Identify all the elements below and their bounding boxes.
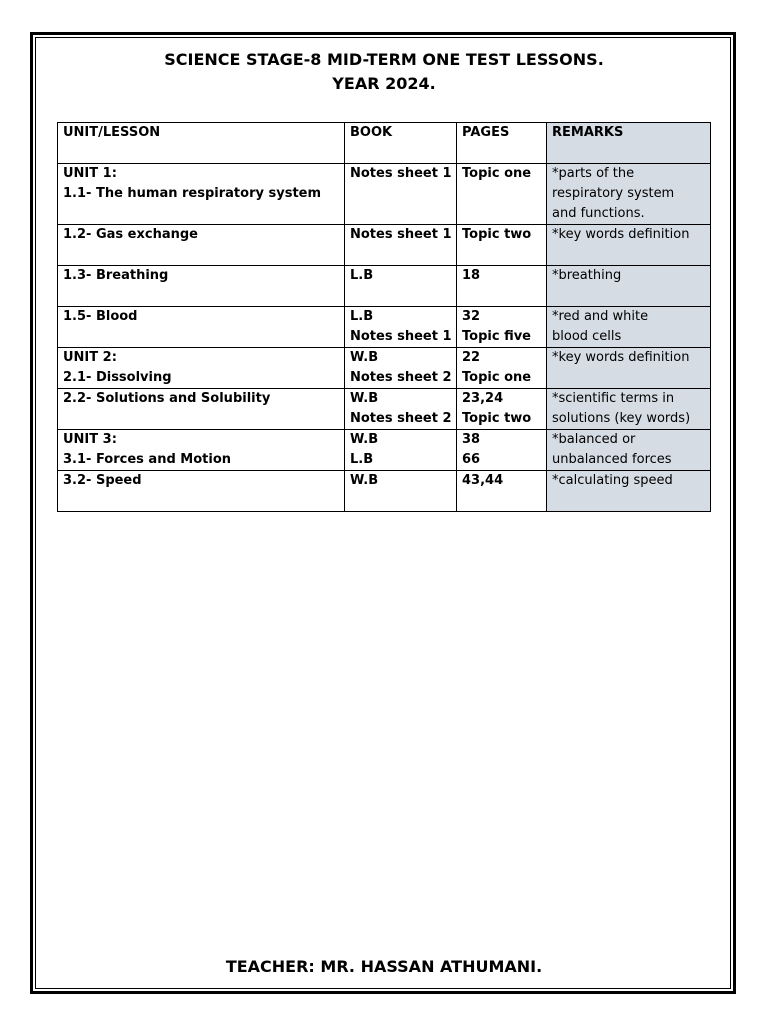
table-row	[58, 471, 711, 512]
remarks-text: respiratory system	[552, 186, 675, 201]
cell-remarks	[547, 164, 711, 225]
teacher-name: TEACHER: MR. HASSAN ATHUMANI.	[225, 957, 543, 976]
pages-text: Topic two	[462, 227, 532, 242]
cell-book	[345, 307, 457, 348]
cell-book	[345, 389, 457, 430]
book-text: W.B	[350, 350, 379, 365]
pages-text: 32	[462, 309, 481, 324]
header-remarks: REMARKS	[547, 123, 711, 164]
remarks-text: *balanced or	[552, 432, 636, 447]
lessons-table	[57, 122, 711, 512]
cell-remarks	[547, 471, 711, 512]
document-title: SCIENCE STAGE-8 MID-TERM ONE TEST LESSONS.	[164, 50, 604, 69]
remarks-text: *calculating speed	[552, 473, 673, 488]
cell-pages	[457, 471, 547, 512]
cell-remarks	[547, 225, 711, 266]
table-row	[58, 225, 711, 266]
remarks-text: *scientific terms in	[552, 391, 675, 406]
book-text: Notes sheet 1	[350, 166, 452, 181]
book-text: L.B	[350, 309, 374, 324]
pages-text: 22	[462, 350, 481, 365]
remarks-text: unbalanced forces	[552, 452, 672, 467]
header-unit-lesson: UNIT/LESSON	[58, 123, 345, 164]
pages-text: 18	[462, 268, 481, 283]
pages-text: 66	[462, 452, 481, 467]
cell-book	[345, 471, 457, 512]
remarks-text: blood cells	[552, 329, 622, 344]
table-row	[58, 389, 711, 430]
cell-lesson	[58, 307, 345, 348]
table-row	[58, 430, 711, 471]
pages-text: 38	[462, 432, 481, 447]
lesson-text: 2.2- Solutions and Solubility	[63, 391, 271, 406]
header-book: BOOK	[345, 123, 457, 164]
cell-book	[345, 348, 457, 389]
cell-remarks	[547, 348, 711, 389]
cell-pages	[457, 389, 547, 430]
remarks-text: and functions.	[552, 206, 645, 221]
book-text: Notes sheet 1	[350, 329, 452, 344]
cell-lesson	[58, 164, 345, 225]
lesson-text: 1.2- Gas exchange	[63, 227, 198, 242]
book-text: L.B	[350, 268, 374, 283]
lesson-text: UNIT 3:	[63, 432, 117, 447]
cell-pages	[457, 348, 547, 389]
table-header-row	[58, 123, 711, 164]
cell-lesson	[58, 348, 345, 389]
cell-book	[345, 430, 457, 471]
remarks-text: *parts of the	[552, 166, 635, 181]
remarks-text: *key words definition	[552, 227, 690, 242]
book-text: Notes sheet 1	[350, 227, 452, 242]
remarks-text: *breathing	[552, 268, 622, 283]
book-text: W.B	[350, 432, 379, 447]
cell-book	[345, 266, 457, 307]
cell-pages	[457, 164, 547, 225]
header-pages: PAGES	[457, 123, 547, 164]
table-row	[58, 348, 711, 389]
cell-pages	[457, 225, 547, 266]
remarks-text: *key words definition	[552, 350, 690, 365]
cell-remarks	[547, 430, 711, 471]
lesson-text: 3.1- Forces and Motion	[63, 452, 232, 467]
book-text: L.B	[350, 452, 374, 467]
cell-lesson	[58, 225, 345, 266]
remarks-text: solutions (key words)	[552, 411, 691, 426]
cell-book	[345, 225, 457, 266]
pages-text: 43,44	[462, 473, 504, 488]
lesson-text: 1.1- The human respiratory system	[63, 186, 322, 201]
book-text: W.B	[350, 391, 379, 406]
pages-text: Topic two	[462, 411, 532, 426]
remarks-text: *red and white	[552, 309, 649, 324]
cell-lesson	[58, 389, 345, 430]
lesson-text: UNIT 1:	[63, 166, 117, 181]
cell-remarks	[547, 266, 711, 307]
cell-pages	[457, 307, 547, 348]
cell-pages	[457, 430, 547, 471]
lesson-text: 1.5- Blood	[63, 309, 138, 324]
cell-remarks	[547, 307, 711, 348]
pages-text: Topic one	[462, 166, 532, 181]
table-row	[58, 307, 711, 348]
lesson-text: 3.2- Speed	[63, 473, 142, 488]
table-row	[58, 266, 711, 307]
cell-lesson	[58, 266, 345, 307]
pages-text: Topic one	[462, 370, 532, 385]
table-row	[58, 164, 711, 225]
pages-text: 23,24	[462, 391, 504, 406]
cell-book	[345, 164, 457, 225]
table-body	[58, 164, 711, 512]
cell-remarks	[547, 389, 711, 430]
book-text: Notes sheet 2	[350, 411, 452, 426]
pages-text: Topic five	[462, 329, 531, 344]
cell-lesson	[58, 471, 345, 512]
book-text: W.B	[350, 473, 379, 488]
book-text: Notes sheet 2	[350, 370, 452, 385]
lesson-text: 1.3- Breathing	[63, 268, 169, 283]
cell-lesson	[58, 430, 345, 471]
cell-pages	[457, 266, 547, 307]
lesson-text: UNIT 2:	[63, 350, 117, 365]
document-year: YEAR 2024.	[332, 74, 436, 93]
lesson-text: 2.1- Dissolving	[63, 370, 172, 385]
